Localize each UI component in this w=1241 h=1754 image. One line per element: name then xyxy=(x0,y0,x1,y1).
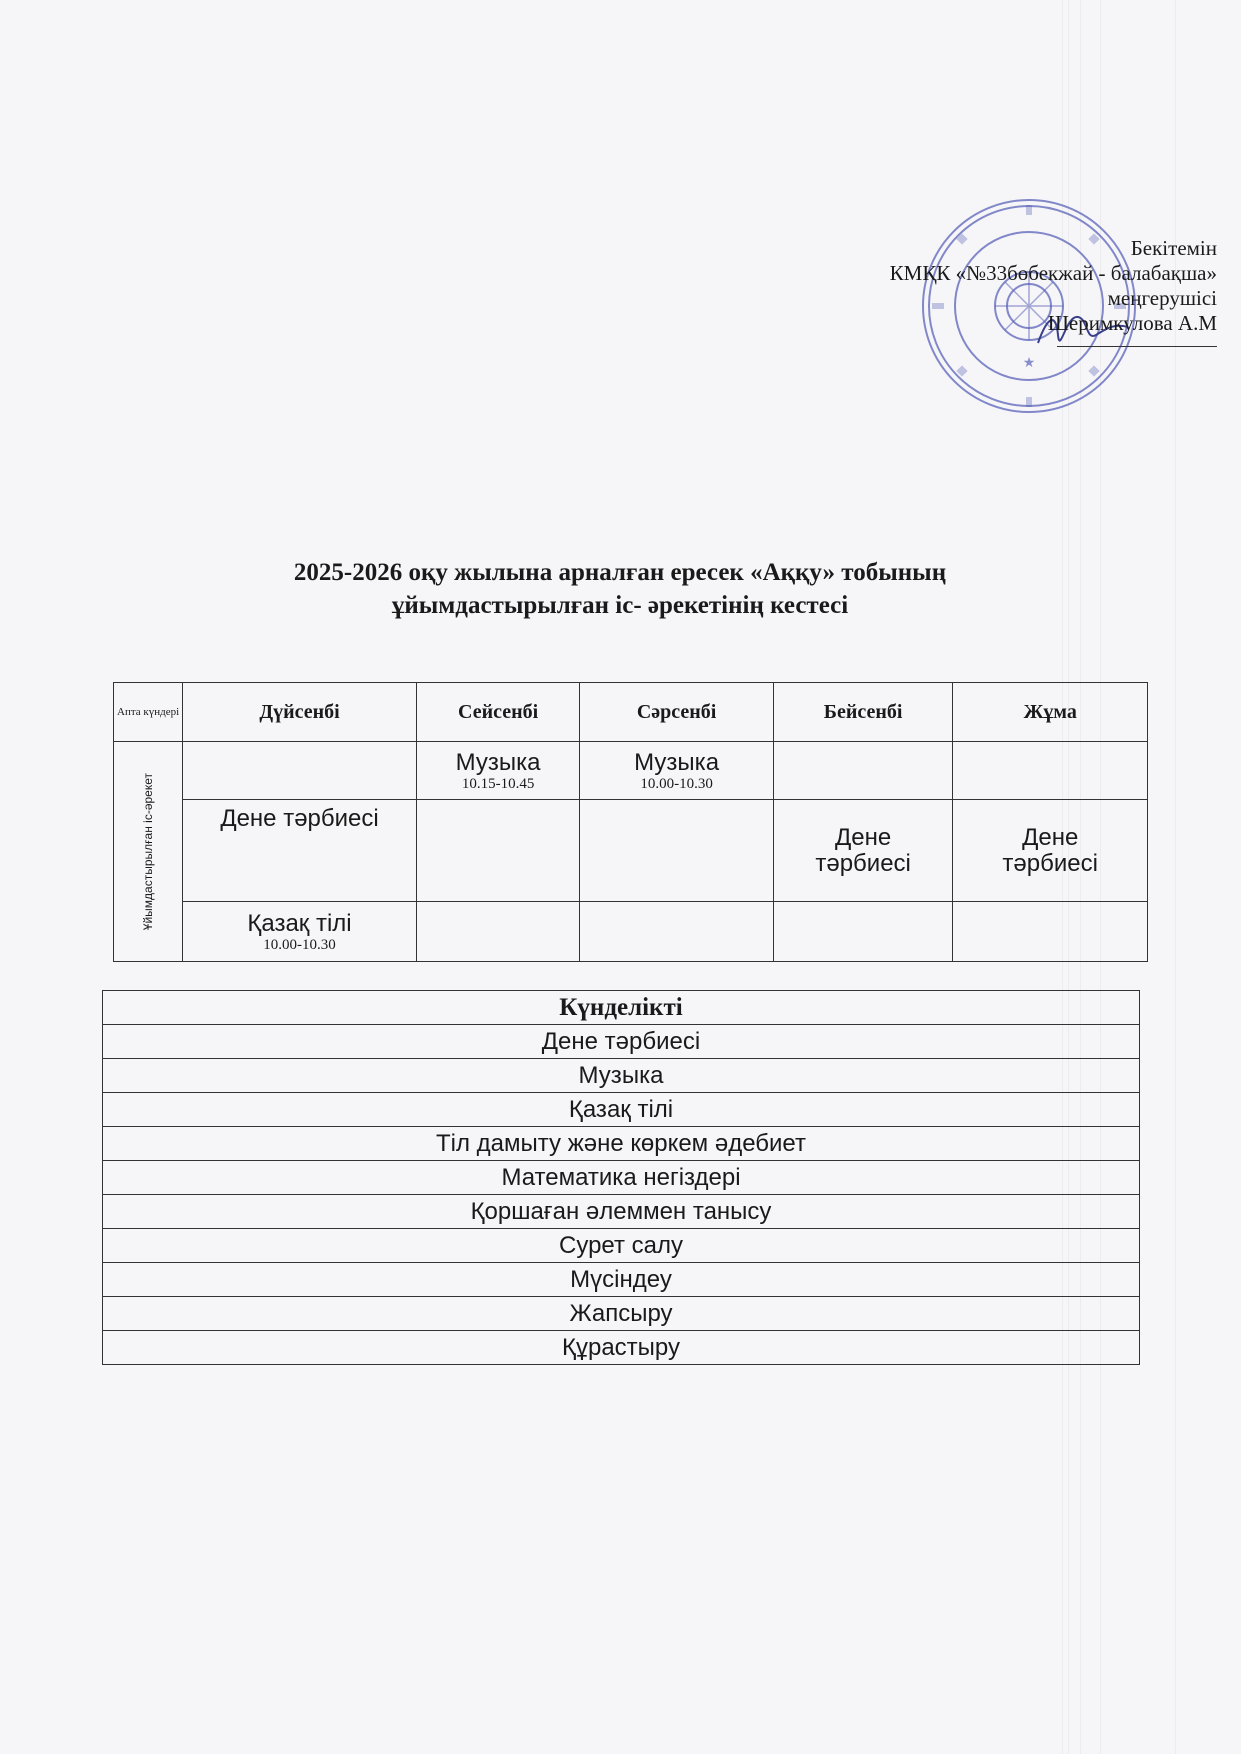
daily-row xyxy=(103,1127,1140,1161)
daily-item: Қоршаған әлеммен танысу xyxy=(103,1195,1140,1229)
daily-item: Тіл дамыту және көркем әдебиет xyxy=(103,1127,1140,1161)
svg-text:★: ★ xyxy=(1022,356,1036,371)
daily-item: Жапсыру xyxy=(103,1297,1140,1331)
title-line-1: 2025-2026 оқу жылына арналған ересек «Аққу» тобының xyxy=(293,559,947,586)
daily-row xyxy=(103,1195,1140,1229)
daily-header: Күнделікті xyxy=(103,991,1140,1025)
daily-item: Дене тәрбиесі xyxy=(103,1025,1140,1059)
row-label-cell xyxy=(114,742,183,962)
weekly-schedule-table xyxy=(113,682,1148,962)
approval-approve-word: Бекітемін xyxy=(1130,236,1217,260)
daily-item: Қазақ тілі xyxy=(103,1093,1140,1127)
day-header: Бейсенбі xyxy=(773,683,953,742)
approval-block xyxy=(890,236,1217,347)
approval-signatory: Шеримкулова А.М xyxy=(1047,311,1217,335)
corner-cell: Апта күндері xyxy=(114,683,183,742)
schedule-cell xyxy=(580,800,774,902)
schedule-cell xyxy=(183,742,417,800)
daily-row xyxy=(103,1161,1140,1195)
subject: Қазақ тілі xyxy=(247,909,352,937)
daily-activities-table xyxy=(102,990,1140,1365)
subject: Дене тәрбиесі xyxy=(815,823,911,877)
title-line-2: ұйымдастырылған іс- әрекетінің кестесі xyxy=(391,592,849,619)
schedule-cell xyxy=(416,902,579,962)
time: 10.15-10.45 xyxy=(461,775,535,792)
schedule-cell xyxy=(773,742,953,800)
time: 10.00-10.30 xyxy=(640,775,713,792)
daily-row xyxy=(103,1331,1140,1365)
daily-row xyxy=(103,1059,1140,1093)
daily-item: Құрастыру xyxy=(103,1331,1140,1365)
schedule-cell xyxy=(953,902,1148,962)
schedule-cell xyxy=(580,902,774,962)
subject: Музыка xyxy=(455,748,541,776)
subject: Дене тәрбиесі xyxy=(220,805,379,832)
signature-line xyxy=(1057,336,1217,347)
day-header: Сәрсенбі xyxy=(580,683,774,742)
schedule-cell xyxy=(183,902,417,962)
document-title xyxy=(160,556,1080,622)
daily-item: Музыка xyxy=(103,1059,1140,1093)
schedule-cell xyxy=(416,742,579,800)
schedule-cell xyxy=(580,742,774,800)
schedule-row xyxy=(114,742,1148,800)
day-header: Сейсенбі xyxy=(416,683,579,742)
daily-header-row xyxy=(103,991,1140,1025)
day-header: Дүйсенбі xyxy=(183,683,417,742)
schedule-row xyxy=(114,902,1148,962)
subject: Дене тәрбиесі xyxy=(1002,823,1098,877)
schedule-cell xyxy=(773,902,953,962)
schedule-cell xyxy=(416,800,579,902)
subject: Музыка xyxy=(634,748,720,776)
daily-row xyxy=(103,1297,1140,1331)
daily-row xyxy=(103,1025,1140,1059)
day-header: Жұма xyxy=(953,683,1148,742)
time: 10.00-10.30 xyxy=(263,936,336,953)
daily-row xyxy=(103,1263,1140,1297)
daily-row xyxy=(103,1229,1140,1263)
daily-item: Сурет салу xyxy=(103,1229,1140,1263)
schedule-cell xyxy=(953,742,1148,800)
schedule-cell xyxy=(773,800,953,902)
daily-item: Математика негіздері xyxy=(103,1161,1140,1195)
approval-position: меңгерушісі xyxy=(1107,286,1217,310)
daily-row xyxy=(103,1093,1140,1127)
schedule-header-row xyxy=(114,683,1148,742)
schedule-cell xyxy=(183,800,417,902)
approval-organization: КМҚК «№33бөбекжай - балабақша» xyxy=(889,261,1217,285)
row-label-text: Ұйымдастырылған іс-әрекет xyxy=(141,772,156,931)
schedule-cell xyxy=(953,800,1148,902)
daily-item: Мүсіндеу xyxy=(103,1263,1140,1297)
schedule-row xyxy=(114,800,1148,902)
